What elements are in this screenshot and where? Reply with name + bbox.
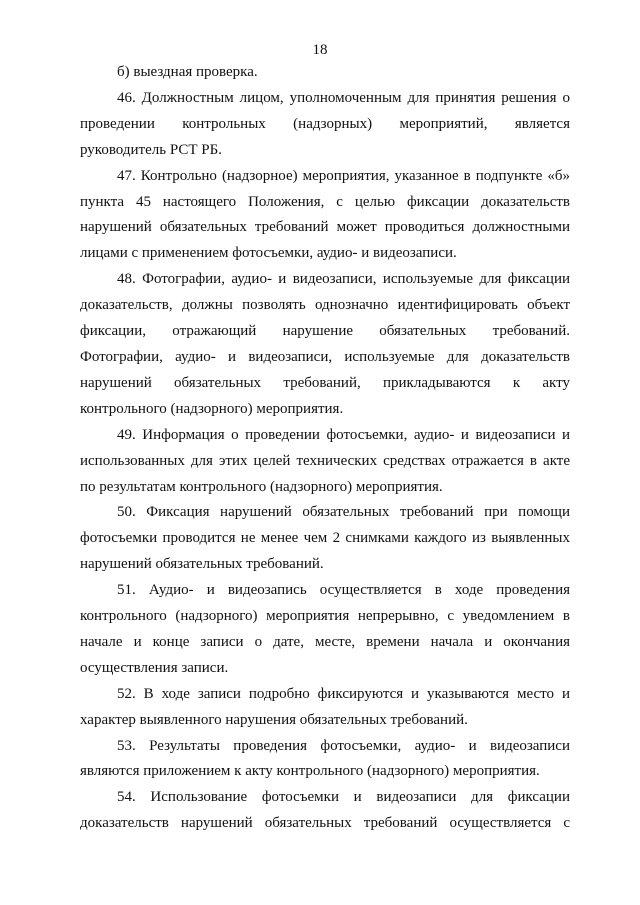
text-line: 54. Использование фотосъемки и видеозаписи для фиксации bbox=[117, 789, 570, 806]
text-line: 49. Информация о проведении фотосъемки, аудио- и видеозаписи и bbox=[117, 426, 570, 443]
text-line: осуществления записи. bbox=[80, 659, 229, 676]
text-line: нарушений обязательных требований. bbox=[80, 556, 324, 573]
text-line: использованных для этих целей технических средствах отражается в акте bbox=[80, 452, 570, 469]
text-line: пункта 45 настоящего Положения, с целью фиксации доказательств bbox=[80, 193, 570, 210]
text-line: 47. Контрольно (надзорное) мероприятия, указанное в подпункте «б» bbox=[117, 167, 570, 184]
text-line: фиксации, отражающий нарушение обязательных требований. bbox=[80, 323, 570, 340]
text-line: характер выявленного нарушения обязательных требований. bbox=[80, 711, 468, 728]
text-line: лицами с применением фотосъемки, аудио- и видеозаписи. bbox=[80, 245, 457, 262]
text-line: являются приложением к акту контрольного (надзорного) мероприятия. bbox=[80, 763, 540, 780]
text-line: 53. Результаты проведения фотосъемки, аудио- и видеозаписи bbox=[117, 737, 570, 754]
document-body bbox=[80, 60, 570, 837]
text-line: руководитель РСТ РБ. bbox=[80, 141, 222, 158]
text-line: контрольного (надзорного) мероприятия непрерывно, с уведомлением в bbox=[80, 608, 570, 625]
page-number: 18 bbox=[312, 42, 328, 58]
text-line: фотосъемки проводится не менее чем 2 снимками каждого из выявленных bbox=[80, 530, 570, 547]
text-line: 46. Должностным лицом, уполномоченным для принятия решения о bbox=[117, 89, 570, 106]
text-line: 51. Аудио- и видеозапись осуществляется в ходе проведения bbox=[117, 582, 570, 599]
text-line: 52. В ходе записи подробно фиксируются и указываются место и bbox=[117, 685, 570, 702]
text-line: б) выездная проверка. bbox=[117, 64, 258, 80]
text-line: Фотографии, аудио- и видеозаписи, используемые для доказательств bbox=[80, 348, 570, 365]
text-line: доказательств, должны позволять однозначно идентифицировать объект bbox=[80, 297, 570, 314]
text-line: 48. Фотографии, аудио- и видеозаписи, используемые для фиксации bbox=[117, 271, 570, 288]
text-line: 50. Фиксация нарушений обязательных требований при помощи bbox=[117, 504, 570, 521]
text-line: по результатам контрольного (надзорного) мероприятия. bbox=[80, 478, 443, 495]
text-line: нарушений обязательных требований может проводиться должностными bbox=[80, 219, 570, 236]
text-line: проведении контрольных (надзорных) мероприятий, является bbox=[80, 115, 570, 132]
text-line: контрольного (надзорного) мероприятия. bbox=[80, 400, 344, 417]
text-line: начале и конце записи о дате, месте, времени начала и окончания bbox=[80, 633, 570, 650]
text-line: доказательств нарушений обязательных требований осуществляется с bbox=[80, 815, 570, 832]
text-line: нарушений обязательных требований, прикладываются к акту bbox=[80, 374, 570, 391]
